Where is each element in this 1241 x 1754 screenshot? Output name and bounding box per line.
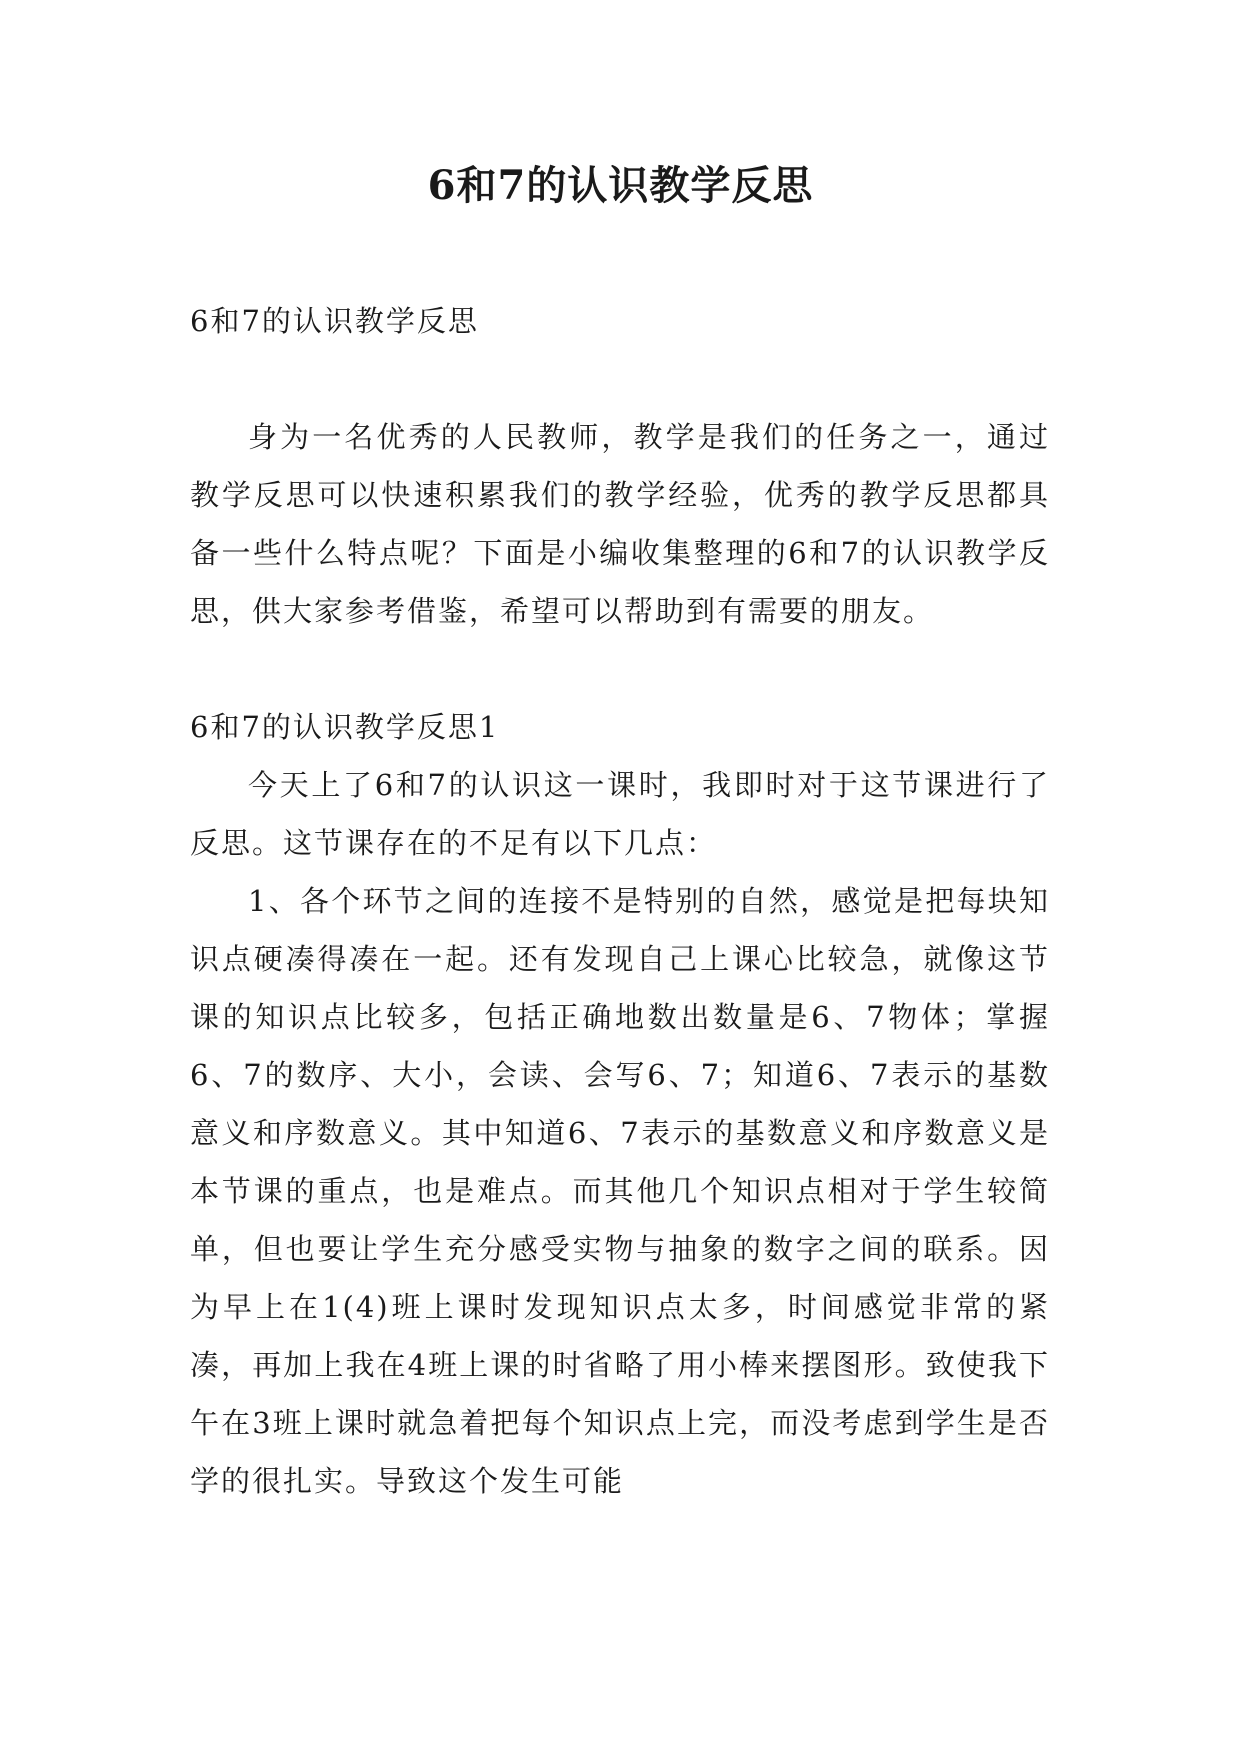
section-paragraph: 1、各个环节之间的连接不是特别的自然，感觉是把每块知识点硬凑得凑在一起。还有发现自己上课心比较急，就像这节课的知识点比较多，包括正确地数出数量是6、7物体；掌握6、7的数序、大小，会读、会写6、7；知道6、7表示的基数意义和序数意义。其中知道6、7表示的基数意义和序数意义是本节课的重点，也是难点。而其他几个知识点相对于学生较简单，但也要让学生充分感受实物与抽象的数字之间的联系。因为早上在1(4)班上课时发现知识点太多，时间感觉非常的紧凑，再加上我在4班上课的时省略了用小棒来摆图形。致使我下午在3班上课时就急着把每个知识点上完，而没考虑到学生是否学的很扎实。导致这个发生可能 [190, 884, 1050, 1498]
document-subtitle: 6和7的认识教学反思 [190, 304, 479, 338]
section-paragraph: 今天上了6和7的认识这一课时，我即时对于这节课进行了反思。这节课存在的不足有以下几点： [190, 768, 1050, 860]
document-title: 6和7的认识教学反思 [427, 162, 814, 209]
section-heading: 6和7的认识教学反思1 [190, 710, 500, 744]
document-body [190, 292, 1050, 1510]
intro-paragraph: 身为一名优秀的人民教师，教学是我们的任务之一，通过教学反思可以快速积累我们的教学经验，优秀的教学反思都具备一些什么特点呢？下面是小编收集整理的6和7的认识教学反思，供大家参考借鉴，希望可以帮助到有需要的朋友。 [190, 420, 1050, 628]
